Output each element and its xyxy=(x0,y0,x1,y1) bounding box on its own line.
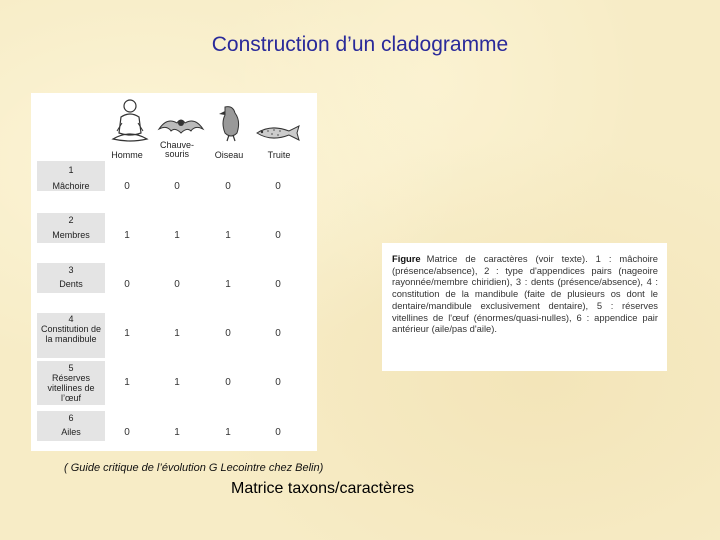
figure-caption-box xyxy=(382,243,667,371)
character-label: Mâchoire xyxy=(52,181,90,191)
taxon-label: Homme xyxy=(111,150,143,160)
matrix-cell: 1 xyxy=(174,427,180,438)
figure-label: Figure xyxy=(392,253,421,264)
trout-icon xyxy=(253,123,303,143)
matrix-cell: 0 xyxy=(124,279,130,290)
matrix-cell: 1 xyxy=(124,377,130,388)
character-label: Réserves vitellines de l’œuf xyxy=(47,373,95,403)
matrix-cell: 0 xyxy=(275,377,281,388)
matrix-cell: 1 xyxy=(124,328,130,339)
matrix-cell: 1 xyxy=(174,230,180,241)
matrix-cell: 0 xyxy=(174,181,180,192)
matrix-cell: 0 xyxy=(225,377,231,388)
matrix-cell: 0 xyxy=(275,427,281,438)
matrix-cell: 0 xyxy=(225,181,231,192)
matrix-cell: 1 xyxy=(174,377,180,388)
matrix-cell: 0 xyxy=(275,328,281,339)
character-number: 1 xyxy=(68,165,74,175)
character-number: 5 xyxy=(68,363,74,373)
taxon-label: Oiseau xyxy=(214,150,244,160)
character-label: Constitution de la mandibule xyxy=(40,324,102,344)
human-icon xyxy=(107,97,153,145)
bat-icon xyxy=(157,107,205,141)
character-number: 3 xyxy=(68,265,74,275)
figure-caption xyxy=(392,253,658,335)
matrix-cell: 0 xyxy=(275,279,281,290)
character-number: 6 xyxy=(68,413,74,423)
matrix-cell: 1 xyxy=(124,230,130,241)
matrix-cell: 0 xyxy=(124,181,130,192)
matrix-cell: 1 xyxy=(225,427,231,438)
figure-caption-text: Matrice de caractères (voir texte). 1 : mâchoire (présence/absence), 2 : type d'appendices pairs (nageoire rayonnée/membre chiridien), 3 : dents (présence/absence), 4 : constitution de la mandibule (faite de plusieurs os dont le dentaire/mandibule exclusivement dentaire), 5 : réserves vitellines de l'œuf (énormes/quasi-nulles), 6 : appendice pair antérieur (aile/pas d'aile). xyxy=(392,253,658,335)
slide-subtitle: Matrice taxons/caractères xyxy=(231,480,415,497)
matrix-cell: 0 xyxy=(174,279,180,290)
character-label: Dents xyxy=(59,279,83,289)
matrix-cell: 1 xyxy=(174,328,180,339)
matrix-cell: 0 xyxy=(225,328,231,339)
matrix-cell: 0 xyxy=(275,181,281,192)
taxon-label: Chauve-souris xyxy=(159,140,195,159)
character-label: Membres xyxy=(52,230,90,240)
matrix-cell: 0 xyxy=(275,230,281,241)
character-number: 2 xyxy=(68,215,74,225)
matrix-cell: 1 xyxy=(225,279,231,290)
bird-icon xyxy=(211,103,247,143)
source-citation: ( Guide critique de l’évolution G Lecointre chez Belin) xyxy=(64,462,324,474)
slide-title: Construction d’un cladogramme xyxy=(211,33,509,56)
matrix-cell: 0 xyxy=(124,427,130,438)
character-number: 4 xyxy=(68,314,74,324)
taxon-label: Truite xyxy=(267,150,291,160)
character-matrix-figure xyxy=(31,93,317,451)
matrix-cell: 1 xyxy=(225,230,231,241)
character-label: Ailes xyxy=(61,427,81,437)
